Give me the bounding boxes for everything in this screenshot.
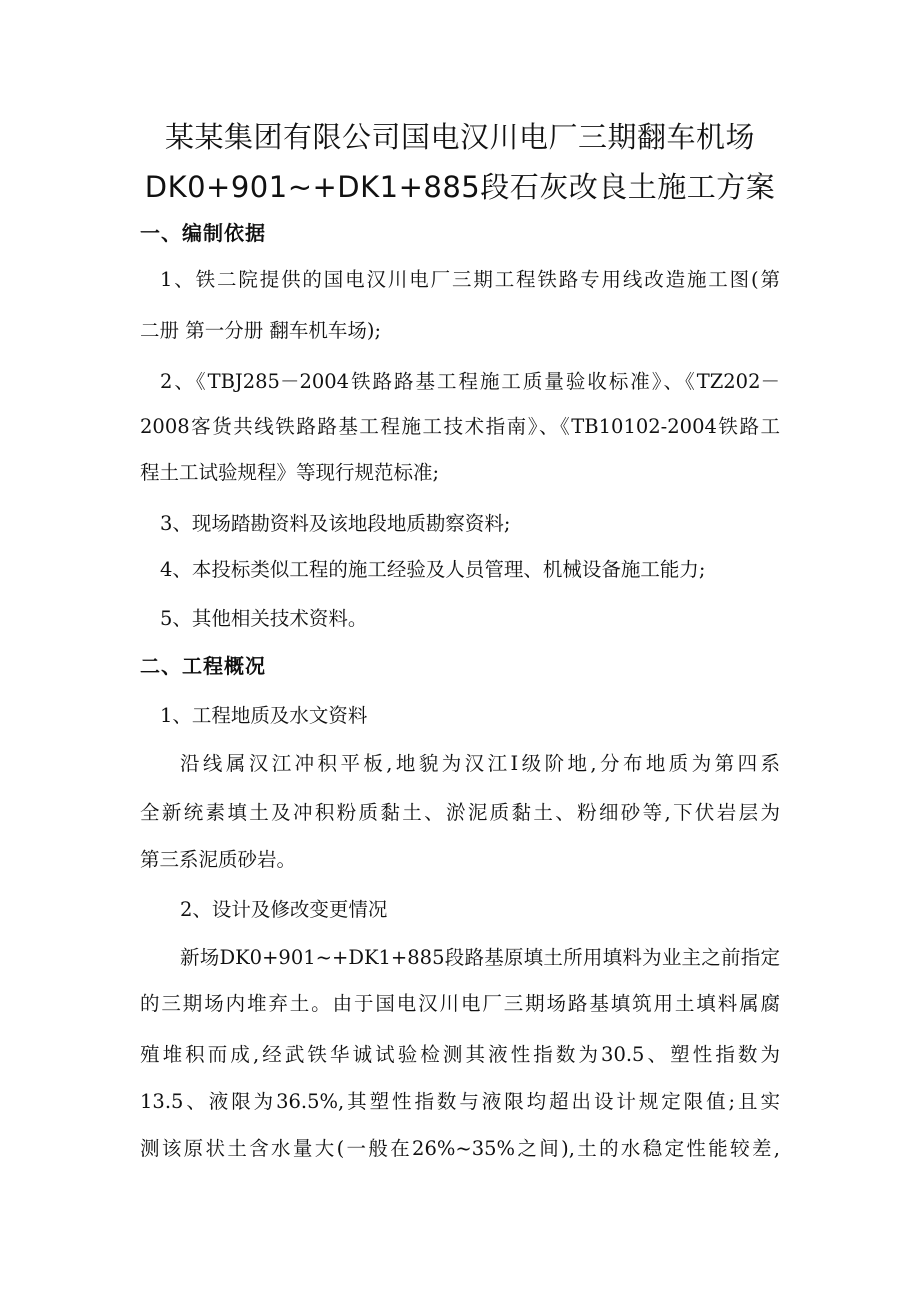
- geology-paragraph-line-3: 第三系泥质砂岩。: [140, 848, 297, 871]
- document-title-line-1: 某某集团有限公司国电汉川电厂三期翻车机场: [164, 120, 755, 154]
- overview-subheading-geology: 1、工程地质及水文资料: [160, 704, 368, 727]
- basis-item-2-line-2: 2008客货共线铁路路基工程施工技术指南》、《TB10102-2004铁路工: [140, 415, 780, 438]
- basis-item-2-line-1: 2、《TBJ285－2004铁路路基工程施工质量验收标准》、《TZ202－: [160, 370, 780, 393]
- section-heading-basis: 一、编制依据: [140, 221, 266, 245]
- basis-item-4: 4、本投标类似工程的施工经验及人员管理、机械设备施工能力;: [160, 558, 706, 581]
- design-paragraph-line-2: 的三期场内堆弃土。由于国电汉川电厂三期场路基填筑用土填料属腐: [140, 992, 780, 1015]
- document-title-line-2: DK0+901~+DK1+885段石灰改良土施工方案: [144, 170, 776, 204]
- basis-item-5: 5、其他相关技术资料。: [160, 607, 368, 630]
- basis-item-3: 3、现场踏勘资料及该地段地质勘察资料;: [160, 512, 511, 535]
- geology-paragraph-line-2: 全新统素填土及冲积粉质黏土、淤泥质黏土、粉细砂等,下伏岩层为: [140, 801, 780, 824]
- design-paragraph-line-1: 新场DK0+901~+DK1+885段路基原填土所用填料为业主之前指定: [180, 946, 780, 969]
- design-paragraph-line-3: 殖堆积而成,经武铁华诚试验检测其液性指数为30.5、塑性指数为: [140, 1043, 780, 1066]
- overview-subheading-design-changes: 2、设计及修改变更情况: [180, 898, 388, 921]
- geology-paragraph-line-1: 沿线属汉江冲积平板,地貌为汉江Ⅰ级阶地,分布地质为第四系: [180, 752, 780, 775]
- basis-item-1-line-2: 二册 第一分册 翻车机车场);: [140, 319, 382, 342]
- basis-item-1-line-1: 1、铁二院提供的国电汉川电厂三期工程铁路专用线改造施工图(第: [160, 268, 780, 291]
- basis-item-2-line-3: 程土工试验规程》等现行规范标准;: [140, 461, 440, 484]
- design-paragraph-line-4: 13.5、液限为36.5%,其塑性指数与液限均超出设计规定限值;且实: [140, 1090, 780, 1113]
- design-paragraph-line-5: 测该原状土含水量大(一般在26%~35%之间),土的水稳定性能较差,: [140, 1137, 780, 1160]
- section-heading-overview: 二、工程概况: [140, 654, 266, 678]
